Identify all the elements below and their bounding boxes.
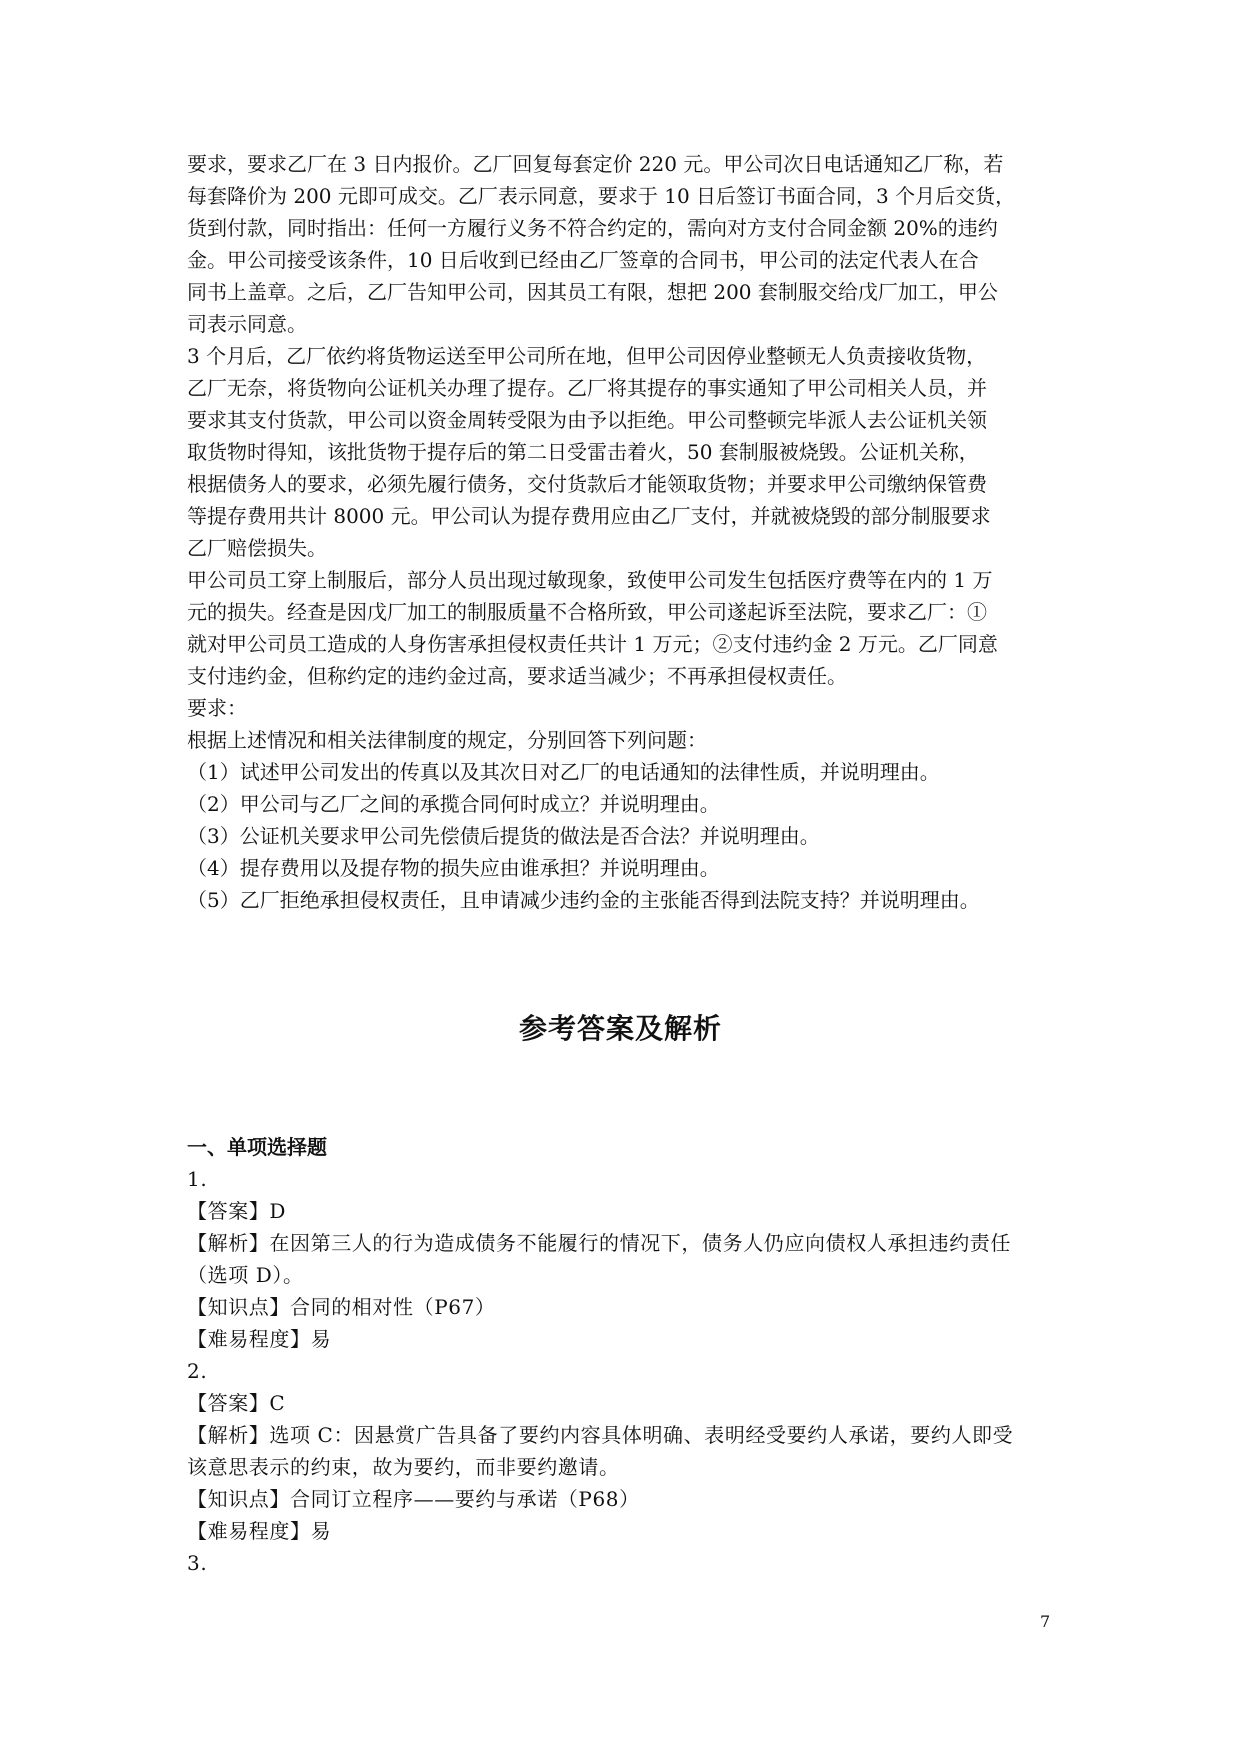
question-5: （5）乙厂拒绝承担侵权责任，且申请减少违约金的主张能否得到法院支持？并说明理由。 — [187, 888, 980, 912]
answer-line: 【答案】D — [187, 1199, 287, 1223]
analysis-line: 【解析】在因第三人的行为造成债务不能履行的情况下，债务人仍应向债权人承担违约责任 — [187, 1231, 1011, 1255]
text-line: 乙厂无奈，将货物向公证机关办理了提存。乙厂将其提存的事实通知了甲公司相关人员，并 — [187, 376, 987, 400]
case-paragraph-2 — [187, 340, 1053, 564]
item-number: 1. — [187, 1167, 208, 1191]
text-line: 甲公司员工穿上制服后，部分人员出现过敏现象，致使甲公司发生包括医疗费等在内的 1 万 — [187, 568, 993, 592]
question-1: （1）试述甲公司发出的传真以及其次日对乙厂的电话通知的法律性质，并说明理由。 — [187, 760, 940, 784]
text-line: 3 个月后，乙厂依约将货物运送至甲公司所在地，但甲公司因停业整顿无人负责接收货物， — [187, 344, 987, 368]
text-line: 元的损失。经查是因戊厂加工的制服质量不合格所致，甲公司遂起诉至法院，要求乙厂：① — [187, 600, 987, 624]
text-line: 支付违约金，但称约定的违约金过高，要求适当减少；不再承担侵权责任。 — [187, 664, 847, 688]
question-2: （2）甲公司与乙厂之间的承揽合同何时成立？并说明理由。 — [187, 792, 720, 816]
item-number: 2. — [187, 1359, 208, 1383]
analysis-line: 该意思表示的约束，故为要约，而非要约邀请。 — [187, 1455, 620, 1479]
answers-title: 参考答案及解析 — [518, 1012, 722, 1045]
knowledge-line: 【知识点】合同的相对性（P67） — [187, 1295, 496, 1319]
item-number: 3. — [187, 1551, 208, 1575]
knowledge-line: 【知识点】合同订立程序——要约与承诺（P68） — [187, 1487, 640, 1511]
question-3: （3）公证机关要求甲公司先偿债后提货的做法是否合法？并说明理由。 — [187, 824, 820, 848]
text-line: 司表示同意。 — [187, 312, 307, 336]
page-number: 7 — [1040, 1612, 1051, 1631]
text-line: 取货物时得知，该批货物于提存后的第二日受雷击着火，50 套制服被烧毁。公证机关称， — [187, 440, 979, 464]
analysis-line: （选项 D）。 — [187, 1263, 304, 1287]
section-heading: 一、单项选择题 — [187, 1135, 327, 1159]
difficulty-line: 【难易程度】易 — [187, 1519, 332, 1543]
question-4: （4）提存费用以及提存物的损失应由谁承担？并说明理由。 — [187, 856, 720, 880]
analysis-line: 【解析】选项 C：因悬赏广告具备了要约内容具体明确、表明经受要约人承诺，要约人即受 — [187, 1423, 1014, 1447]
text-line: 根据债务人的要求，必须先履行债务，交付货款后才能领取货物；并要求甲公司缴纳保管费 — [187, 472, 987, 496]
text-line: 金。甲公司接受该条件，10 日后收到已经由乙厂签章的合同书，甲公司的法定代表人在合 — [187, 248, 979, 272]
text-line: 同书上盖章。之后，乙厂告知甲公司，因其员工有限，想把 200 套制服交给戊厂加工，甲公 — [187, 280, 998, 304]
text-line: 要求其支付货款，甲公司以资金周转受限为由予以拒绝。甲公司整顿完毕派人去公证机关领 — [187, 408, 987, 432]
answers-list — [187, 1163, 1053, 1579]
text-line: 货到付款，同时指出：任何一方履行义务不符合约定的，需向对方支付合同金额 20%的违约 — [187, 216, 998, 240]
answer-line: 【答案】C — [187, 1391, 286, 1415]
text-line: 等提存费用共计 8000 元。甲公司认为提存费用应由乙厂支付，并就被烧毁的部分制服要求 — [187, 504, 991, 528]
text-line: 每套降价为 200 元即可成交。乙厂表示同意，要求于 10 日后签订书面合同，3 个月后交货， — [187, 184, 1016, 208]
case-paragraph-3 — [187, 564, 1053, 916]
text-line: 乙厂赔偿损失。 — [187, 536, 327, 560]
requirement-intro: 根据上述情况和相关法律制度的规定，分别回答下列问题： — [187, 728, 707, 752]
text-line: 就对甲公司员工造成的人身伤害承担侵权责任共计 1 万元；②支付违约金 2 万元。乙厂同意 — [187, 632, 998, 656]
requirement-label: 要求： — [187, 696, 247, 720]
text-line: 要求，要求乙厂在 3 日内报价。乙厂回复每套定价 220 元。甲公司次日电话通知乙厂称，若 — [187, 152, 1004, 176]
difficulty-line: 【难易程度】易 — [187, 1327, 332, 1351]
case-paragraph-1 — [187, 148, 1053, 340]
